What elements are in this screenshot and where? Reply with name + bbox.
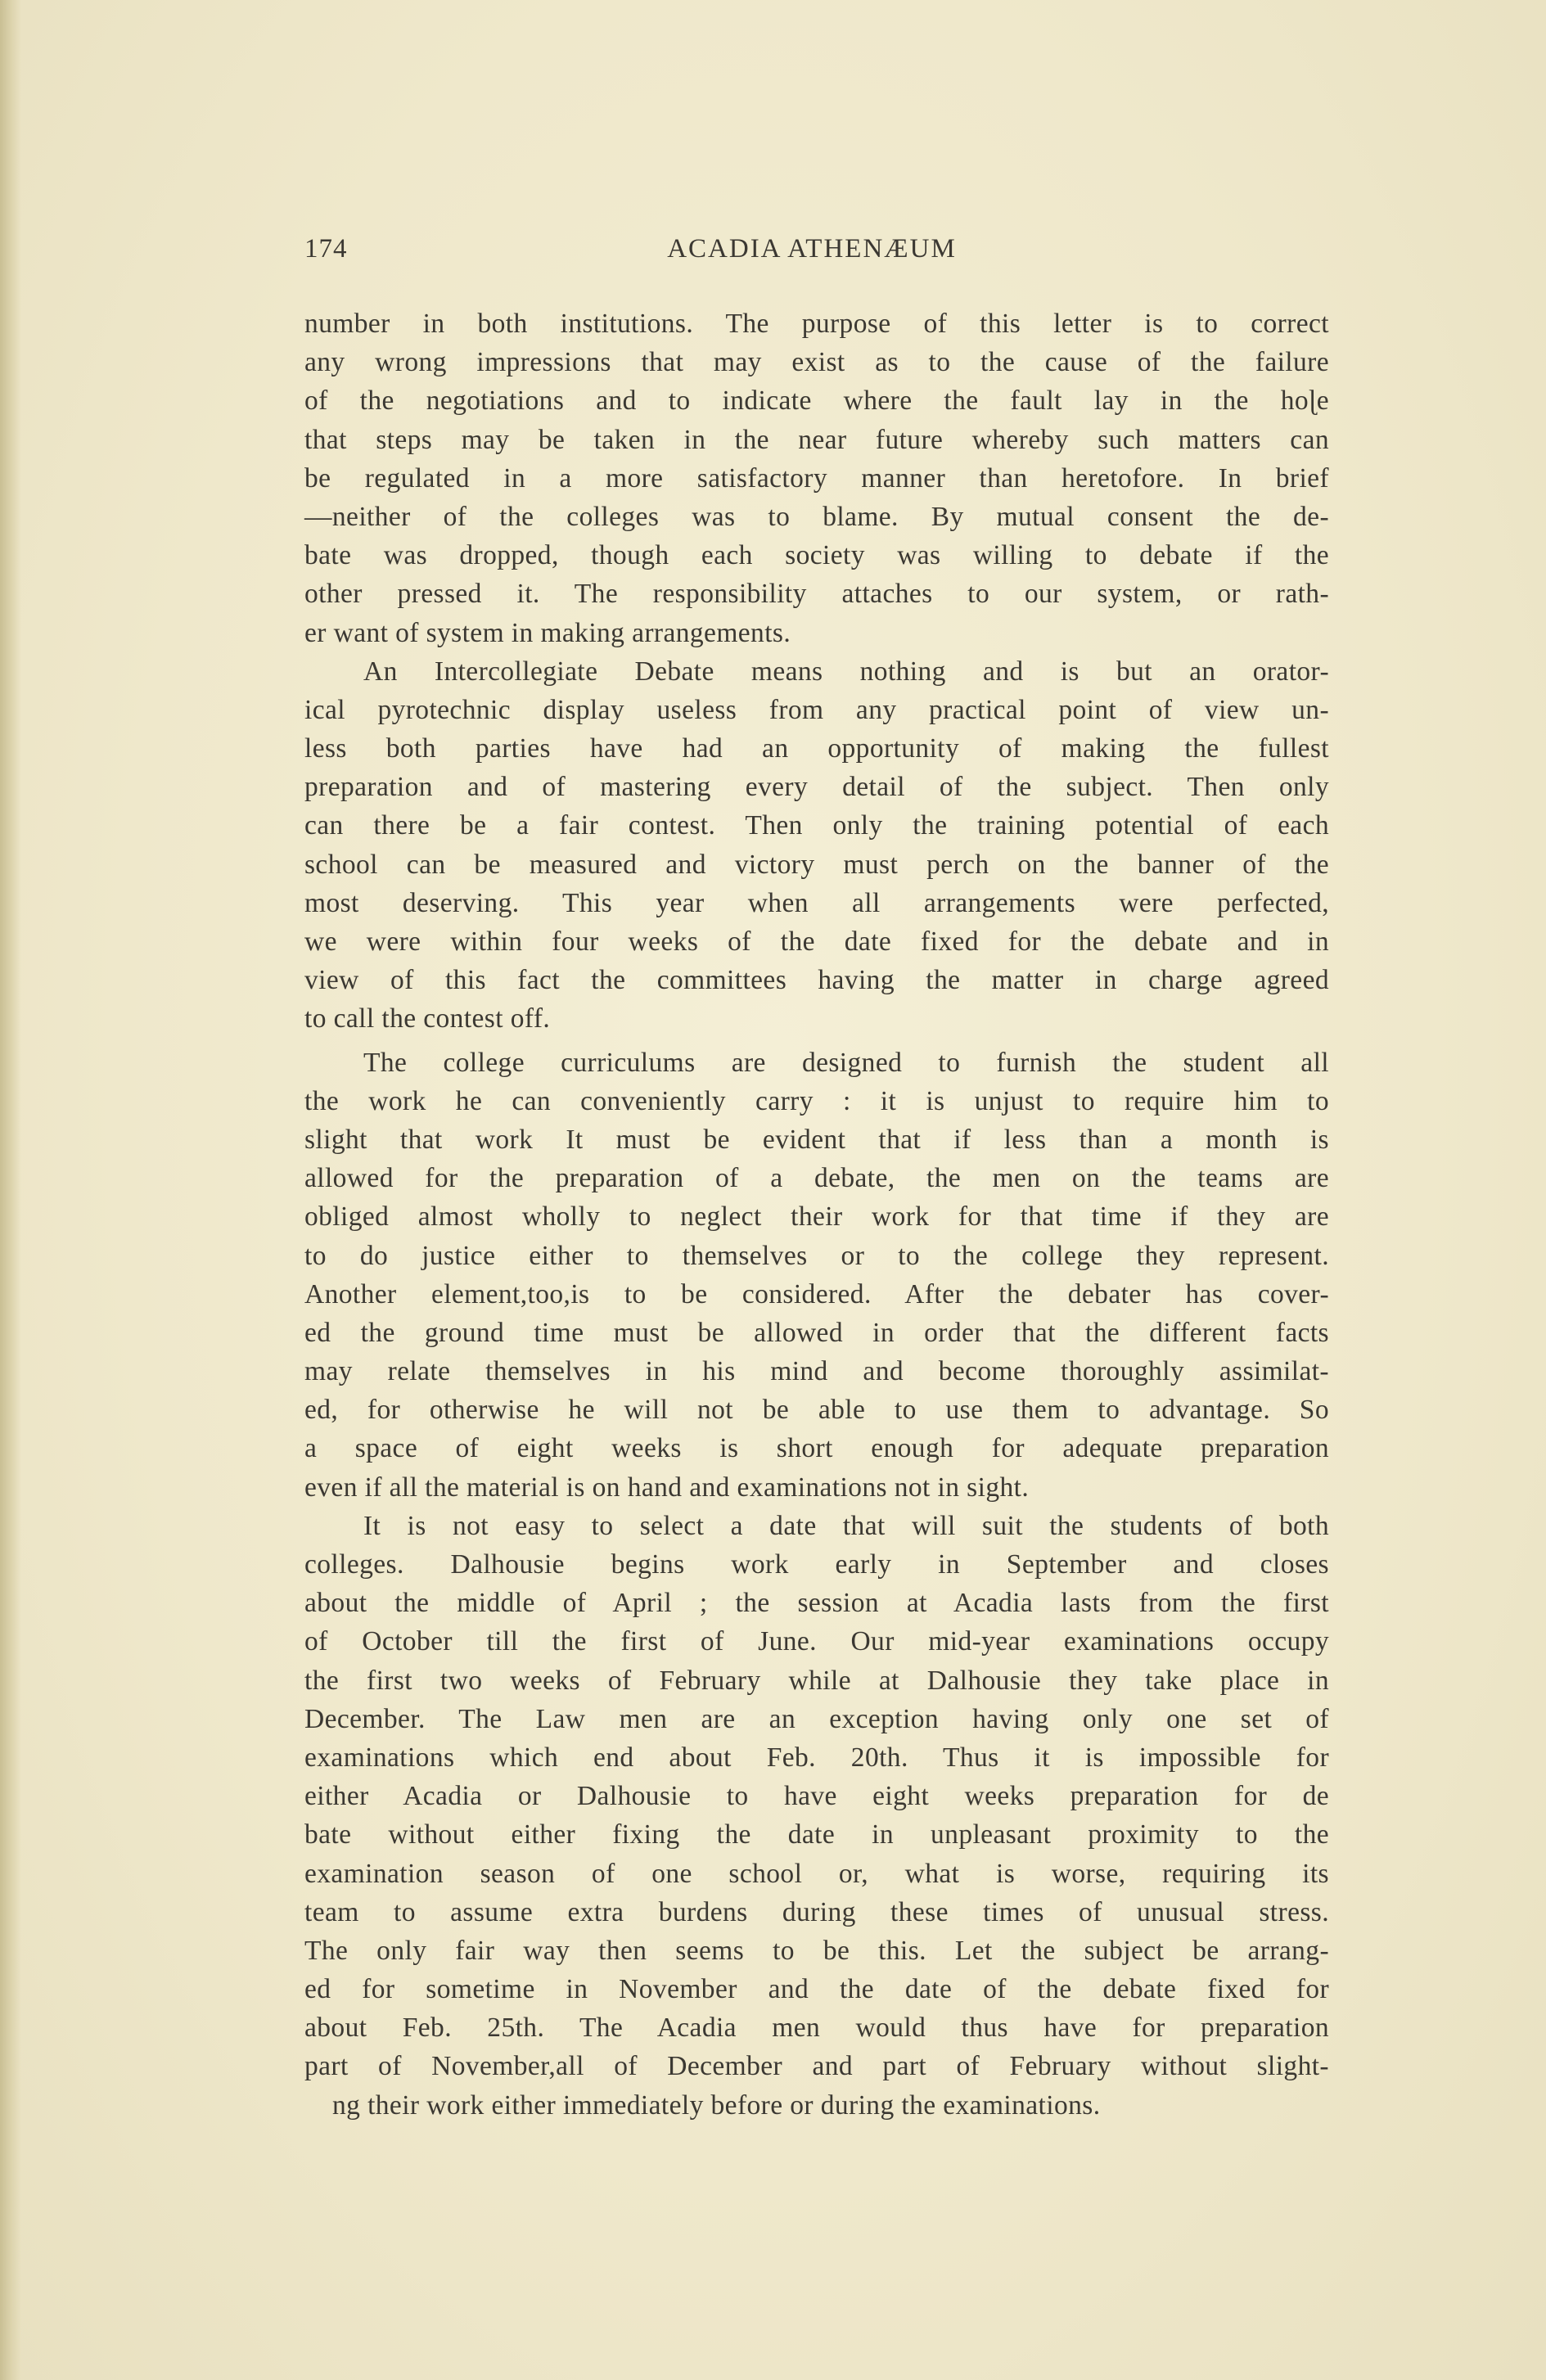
text-line: ng their work either immediately before or during the examinations.: [332, 2089, 1101, 2121]
text-line: to do justice either to themselves or to the college they represent.: [304, 1240, 1329, 1271]
page-edge: [0, 0, 21, 2380]
text-line: preparation and of mastering every detail of the subject. Then only: [304, 772, 1329, 803]
text-line: even if all the material is on hand and examinations not in sight.: [304, 1472, 1030, 1503]
text-line: either Acadia or Dalhousie to have eight weeks preparation for de: [304, 1781, 1329, 1812]
text-line: most deserving. This year when all arrangements were perfected,: [304, 887, 1329, 918]
text-line: less both parties have had an opportunity of making the fullest: [304, 733, 1329, 764]
running-title: ACADIA ATHENÆUM: [667, 234, 957, 264]
text-line: —neither of the colleges was to blame. By mutual consent the de-: [304, 501, 1329, 532]
text-line: er want of system in making arrangements.: [304, 617, 791, 648]
text-line: any wrong impressions that may exist as to the cause of the failure: [304, 347, 1329, 378]
text-line: ed, for otherwise he will not be able to use them to advantage. So: [304, 1395, 1329, 1426]
text-line: bate without either fixing the date in unpleasant proximity to the: [304, 1819, 1329, 1850]
text-line: slight that work It must be evident that if less than a month is: [304, 1124, 1329, 1155]
text-line: team to assume extra burdens during these times of unusual stress.: [304, 1896, 1329, 1927]
text-line: colleges. Dalhousie begins work early in September and closes: [304, 1549, 1329, 1580]
text-line: Another element,too,is to be considered. After the debater has cover-: [304, 1278, 1329, 1309]
text-line: a space of eight weeks is short enough for adequate preparation: [304, 1433, 1329, 1464]
text-line: ed for sometime in November and the date of the debate fixed for: [304, 1974, 1329, 2005]
text-line: that steps may be taken in the near future whereby such matters can: [304, 424, 1329, 455]
text-line: be regulated in a more satisfactory manner than heretofore. In brief: [304, 462, 1329, 494]
text-line: number in both institutions. The purpose of this letter is to correct: [304, 309, 1329, 339]
text-line: can there be a fair contest. Then only the training potential of each: [304, 810, 1329, 841]
text-line: about the middle of April ; the session at Acadia lasts from the first: [304, 1588, 1329, 1619]
body-text: [304, 304, 1329, 2125]
text-line: It is not easy to select a date that will suit the students of both: [363, 1510, 1329, 1541]
text-line: of the negotiations and to indicate where the fault lay in the hoɭe: [304, 385, 1329, 417]
page-number: 174: [304, 234, 348, 264]
text-line: allowed for the preparation of a debate, the men on the teams are: [304, 1163, 1329, 1194]
text-line: we were within four weeks of the date fixed for the debate and in: [304, 926, 1329, 957]
text-line: ical pyrotechnic display useless from any practical point of view un-: [304, 694, 1329, 725]
text-line: of October till the first of June. Our mid-year examinations occupy: [304, 1626, 1329, 1657]
text-line: The college curriculums are designed to furnish the student all: [363, 1047, 1329, 1078]
text-line: other pressed it. The responsibility attaches to our system, or rath-: [304, 579, 1329, 610]
text-line: part of November,all of December and part of February without slight-: [304, 2051, 1329, 2082]
text-line: The only fair way then seems to be this. Let the subject be arrang-: [304, 1935, 1329, 1966]
text-line: examination season of one school or, what is worse, requiring its: [304, 1858, 1329, 1889]
text-line: bate was dropped, though each society was willing to debate if the: [304, 540, 1329, 571]
text-line: December. The Law men are an exception having only one set of: [304, 1703, 1329, 1734]
text-line: view of this fact the committees having the matter in charge agreed: [304, 965, 1329, 996]
text-line: school can be measured and victory must perch on the banner of the: [304, 849, 1329, 880]
text-line: the first two weeks of February while at Dalhousie they take place in: [304, 1665, 1329, 1696]
text-line: about Feb. 25th. The Acadia men would thus have for preparation: [304, 2013, 1329, 2044]
text-line: may relate themselves in his mind and become thoroughly assimilat-: [304, 1356, 1329, 1387]
page-header: [304, 234, 1336, 275]
text-line: An Intercollegiate Debate means nothing and is but an orator-: [363, 656, 1329, 687]
text-line: obliged almost wholly to neglect their work for that time if they are: [304, 1201, 1329, 1233]
text-line: examinations which end about Feb. 20th. Thus it is impossible for: [304, 1742, 1329, 1773]
text-line: the work he can conveniently carry : it is unjust to require him to: [304, 1085, 1329, 1116]
text-line: ed the ground time must be allowed in order that the different facts: [304, 1317, 1329, 1348]
text-line: to call the contest off.: [304, 1003, 551, 1034]
